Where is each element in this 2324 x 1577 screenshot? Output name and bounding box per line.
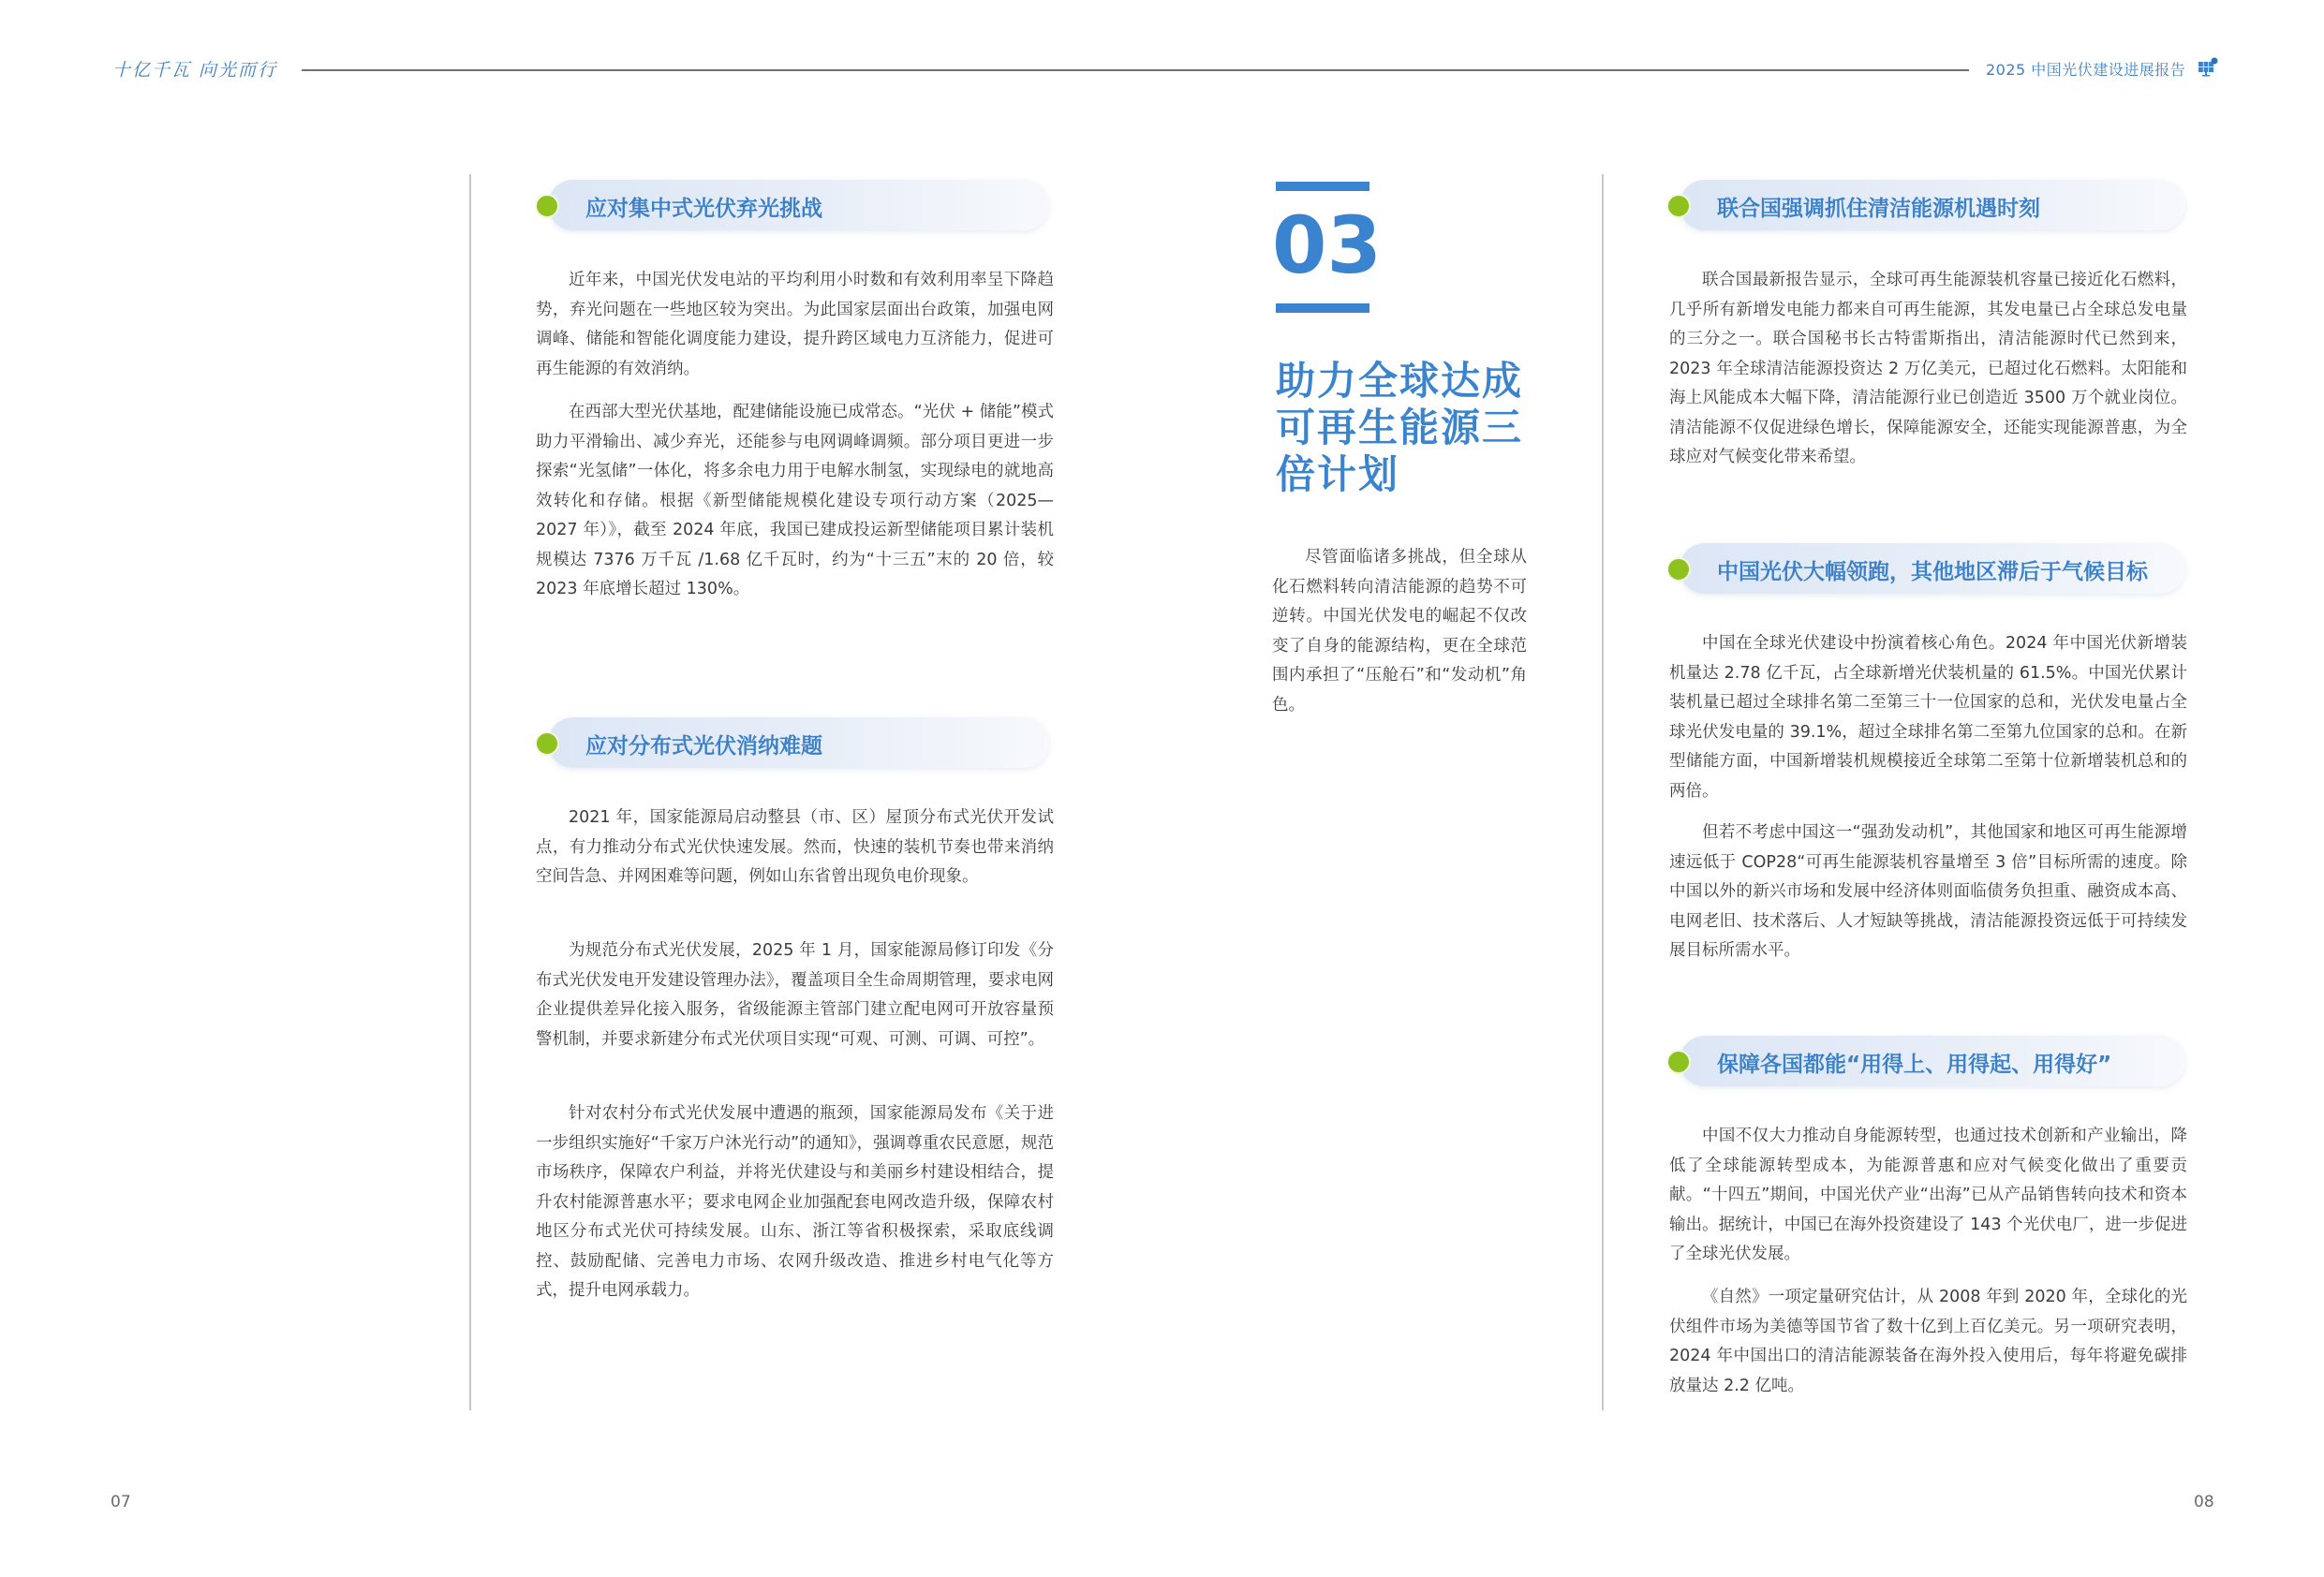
body-paragraph: 《自然》一项定量研究估计，从 2008 年到 2020 年，全球化的光伏组件市场为美德等国节省了数十亿到上百亿美元。另一项研究表明，2024 年中国出口的清洁能源装备在海外投入使用后，每年将避免碳排放量达 2.2 亿吨。 (1669, 1288, 2187, 1395)
header-report-title: 2025 中国光伏建设进展报告 (1986, 61, 2186, 79)
body-paragraph: 中国不仅大力推动自身能源转型，也通过技术创新和产业输出，降低了全球能源转型成本，为能源普惠和应对气候变化做出了重要贡献。“十四五”期间，中国光伏产业“出海”已从产品销售转向技术和资本输出。据统计，中国已在海外投资建设了 143 个光伏电厂，进一步促进了全球光伏发展。 (1669, 1127, 2187, 1263)
chapter-bar-top (1276, 182, 1369, 191)
section-title: 保障各国都能“用得上、用得起、用得好” (1717, 1053, 2112, 1077)
body-paragraph: 在西部大型光伏基地，配建储能设施已成常态。“光伏 + 储能”模式助力平滑输出、减少弃光，还能参与电网调峰调频。部分项目更进一步探索“光氢储”一体化，将多余电力用于电解水制氢，实现绿电的就地高效转化和存储。根据《新型储能规模化建设专项行动方案（2025—2027 年）》，截至 2024 年底，我国已建成投运新型储能项目累计装机规模达 7376 万千瓦 /1.68 亿千瓦时，约为“十三五”末的 20 倍，较 2023 年底增长超过 130%。 (536, 403, 1054, 598)
section-header (1680, 543, 2185, 594)
header-slogan: 十亿千瓦 向光而行 (112, 60, 278, 81)
body-paragraph: 但若不考虑中国这一“强劲发动机”，其他国家和地区可再生能源增速远低于 COP28“可再生能源装机容量增至 3 倍”目标所需的速度。除中国以外的新兴市场和发展中经济体则面临债务负担重、融资成本高、电网老旧、技术落后、人才短缺等挑战，清洁能源投资远低于可持续发展目标所需水平。 (1669, 823, 2187, 960)
chapter-title: 助力全球达成可再生能源三倍计划 (1276, 358, 1524, 497)
section-header (1680, 180, 2185, 230)
chapter-intro: 尽管面临诸多挑战，但全球从化石燃料转向清洁能源的趋势不可逆转。中国光伏发电的崛起不仅改变了自身的能源结构，更在全球范围内承担了“压舱石”和“发动机”角色。 (1272, 548, 1527, 715)
section-title: 联合国强调抓住清洁能源机遇时刻 (1717, 197, 2040, 221)
body-paragraph: 为规范分布式光伏发展，2025 年 1 月，国家能源局修订印发《分布式光伏发电开发建设管理办法》，覆盖项目全生命周期管理，要求电网企业提供差异化接入服务，省级能源主管部门建立配电网可开放容量预警机制，并要求新建分布式光伏项目实现“可观、可测、可调、可控”。 (536, 941, 1054, 1049)
section-header (548, 180, 1049, 230)
body-paragraph: 中国在全球光伏建设中扮演着核心角色。2024 年中国光伏新增装机量达 2.78 亿千瓦，占全球新增光伏装机量的 61.5%。中国光伏累计装机量已超过全球排名第二至第三十一位国家的总和，光伏发电量占全球光伏发电量的 39.1%，超过全球排名第二至第九位国家的总和。在新型储能方面，中国新增装机规模接近全球第二至第十位新增装机总和的两倍。 (1669, 634, 2187, 801)
header-rule (302, 69, 1969, 71)
left-page-divider (469, 174, 471, 1410)
bullet-dot-icon (1666, 194, 1691, 218)
bullet-dot-icon (1666, 1050, 1691, 1074)
body-paragraph: 2021 年，国家能源局启动整县（市、区）屋顶分布式光伏开发试点，有力推动分布式光伏快速发展。然而，快速的装机节奏也带来消纳空间告急、并网困难等问题，例如山东省曾出现负电价现象。 (536, 808, 1054, 886)
section-title: 应对集中式光伏弃光挑战 (585, 197, 822, 221)
section-title: 应对分布式光伏消纳难题 (585, 734, 822, 759)
body-paragraph: 联合国最新报告显示，全球可再生能源装机容量已接近化石燃料，几乎所有新增发电能力都来自可再生能源，其发电量已占全球总发电量的三分之一。联合国秘书长古特雷斯指出，清洁能源时代已然到来，2023 年全球清洁能源投资达 2 万亿美元，已超过化石燃料。太阳能和海上风能成本大幅下降，清洁能源行业已创造近 3500 万个就业岗位。清洁能源不仅促进绿色增长，保障能源安全，还能实现能源普惠，为全球应对气候变化带来希望。 (1669, 271, 2187, 466)
bullet-dot-icon (535, 194, 559, 218)
body-paragraph: 针对农村分布式光伏发展中遭遇的瓶颈，国家能源局发布《关于进一步组织实施好“千家万户沐光行动”的通知》，强调尊重农民意愿，规范市场秩序，保障农户利益，并将光伏建设与和美丽乡村建设相结合，提升农村能源普惠水平；要求电网企业加强配套电网改造升级，保障农村地区分布式光伏可持续发展。山东、浙江等省积极探索，采取底线调控、鼓励配储、完善电力市场、农网升级改造、推进乡村电气化等方式，提升电网承载力。 (536, 1104, 1054, 1300)
chapter-bar-bottom (1276, 303, 1369, 313)
section-header (548, 717, 1049, 768)
page-number: 08 (2194, 1493, 2214, 1511)
solar-panel-icon (2197, 56, 2219, 79)
chapter-number: 03 (1272, 199, 1382, 291)
page-number: 07 (111, 1493, 131, 1511)
center-divider (1602, 174, 1604, 1410)
bullet-dot-icon (1666, 557, 1691, 582)
body-paragraph: 近年来，中国光伏发电站的平均利用小时数和有效利用率呈下降趋势，弃光问题在一些地区较为突出。为此国家层面出台政策，加强电网调峰、储能和智能化调度能力建设，提升跨区域电力互济能力，促进可再生能源的有效消纳。 (536, 271, 1054, 378)
section-title: 中国光伏大幅领跑，其他地区滞后于气候目标 (1717, 560, 2148, 584)
bullet-dot-icon (535, 731, 559, 756)
section-header (1680, 1036, 2185, 1086)
